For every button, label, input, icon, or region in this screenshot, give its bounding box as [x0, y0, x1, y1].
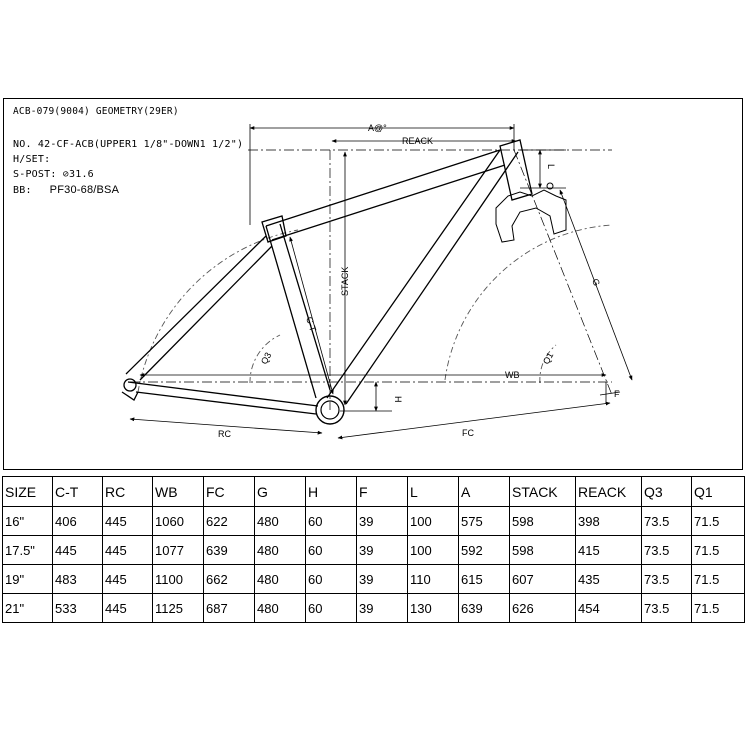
table-row	[3, 594, 745, 623]
table-cell: 445	[103, 507, 153, 536]
table-cell: 73.5	[642, 536, 692, 565]
label-stack: STACK	[340, 266, 350, 296]
table-cell: 622	[204, 507, 255, 536]
table-cell: 60	[306, 594, 357, 623]
table-cell: 16"	[3, 507, 53, 536]
column-header: A	[459, 477, 510, 507]
seatpost-value: ⊘31.6	[62, 169, 94, 180]
bb-value: PF30-68/BSA	[49, 184, 120, 196]
column-header: RC	[103, 477, 153, 507]
label-l: L	[546, 164, 556, 170]
table-cell: 398	[576, 507, 642, 536]
table-cell: 480	[255, 536, 306, 565]
table-cell: 130	[408, 594, 459, 623]
table-cell: 73.5	[642, 594, 692, 623]
table-cell: 480	[255, 594, 306, 623]
geometry-table-header	[3, 477, 745, 507]
table-cell: 71.5	[692, 536, 745, 565]
table-cell: 39	[357, 565, 408, 594]
table-cell: 607	[510, 565, 576, 594]
table-cell: 60	[306, 565, 357, 594]
table-cell: 598	[510, 507, 576, 536]
table-cell: 445	[103, 565, 153, 594]
table-cell: 1060	[153, 507, 204, 536]
table-cell: 575	[459, 507, 510, 536]
label-wb: WB	[505, 370, 520, 380]
table-cell: 60	[306, 507, 357, 536]
table-row	[3, 536, 745, 565]
table-cell: 1100	[153, 565, 204, 594]
table-cell: 639	[459, 594, 510, 623]
column-header: Q1	[692, 477, 745, 507]
label-ct: C-T	[304, 315, 319, 333]
column-header: G	[255, 477, 306, 507]
column-header: H	[306, 477, 357, 507]
label-rc: RC	[218, 429, 231, 439]
table-cell: 19"	[3, 565, 53, 594]
label-a: A@°	[368, 123, 387, 133]
table-cell: 100	[408, 507, 459, 536]
label-h: H	[393, 396, 403, 403]
table-cell: 17.5"	[3, 536, 53, 565]
table-cell: 39	[357, 507, 408, 536]
column-header: F	[357, 477, 408, 507]
headset-spec: NO. 42-CF-ACB(UPPER1 1/8"-DOWN1 1/2")	[13, 139, 244, 150]
table-cell: 1125	[153, 594, 204, 623]
table-cell: 615	[459, 565, 510, 594]
seatpost-label: S-POST:	[13, 169, 57, 180]
column-header: WB	[153, 477, 204, 507]
column-header: SIZE	[3, 477, 53, 507]
table-cell: 110	[408, 565, 459, 594]
table-cell: 483	[53, 565, 103, 594]
table-cell: 73.5	[642, 507, 692, 536]
table-cell: 626	[510, 594, 576, 623]
column-header: C-T	[53, 477, 103, 507]
table-cell: 480	[255, 565, 306, 594]
table-cell: 639	[204, 536, 255, 565]
table-cell: 480	[255, 507, 306, 536]
table-cell: 533	[53, 594, 103, 623]
label-fc: FC	[462, 428, 474, 438]
table-cell: 71.5	[692, 565, 745, 594]
table-cell: 598	[510, 536, 576, 565]
label-q1: Q1	[540, 350, 556, 366]
table-cell: 454	[576, 594, 642, 623]
table-cell: 39	[357, 536, 408, 565]
front-wheel-arc	[445, 225, 612, 380]
column-header: FC	[204, 477, 255, 507]
table-cell: 39	[357, 594, 408, 623]
label-q3: Q3	[258, 350, 274, 366]
table-cell: 415	[576, 536, 642, 565]
table-cell: 592	[459, 536, 510, 565]
table-cell: 1077	[153, 536, 204, 565]
table-cell: 73.5	[642, 565, 692, 594]
table-row	[3, 507, 745, 536]
table-cell: 662	[204, 565, 255, 594]
column-header: Q3	[642, 477, 692, 507]
table-cell: 100	[408, 536, 459, 565]
column-header: REACK	[576, 477, 642, 507]
label-g: G	[590, 277, 602, 288]
column-header: L	[408, 477, 459, 507]
table-cell: 406	[53, 507, 103, 536]
table-cell: 60	[306, 536, 357, 565]
geometry-table	[2, 476, 745, 623]
label-reack: REACK	[402, 136, 434, 146]
column-header: STACK	[510, 477, 576, 507]
table-cell: 21"	[3, 594, 53, 623]
hset-spec: H/SET:	[13, 154, 51, 165]
table-cell: 445	[53, 536, 103, 565]
table-cell: 687	[204, 594, 255, 623]
table-cell: 71.5	[692, 594, 745, 623]
table-cell: 435	[576, 565, 642, 594]
bb-label: BB:	[13, 185, 32, 196]
table-cell: 71.5	[692, 507, 745, 536]
table-cell: 445	[103, 594, 153, 623]
table-row	[3, 565, 745, 594]
geometry-title: ACB-079(9004) GEOMETRY(29ER)	[13, 106, 179, 117]
table-cell: 445	[103, 536, 153, 565]
label-f: F	[614, 389, 620, 399]
